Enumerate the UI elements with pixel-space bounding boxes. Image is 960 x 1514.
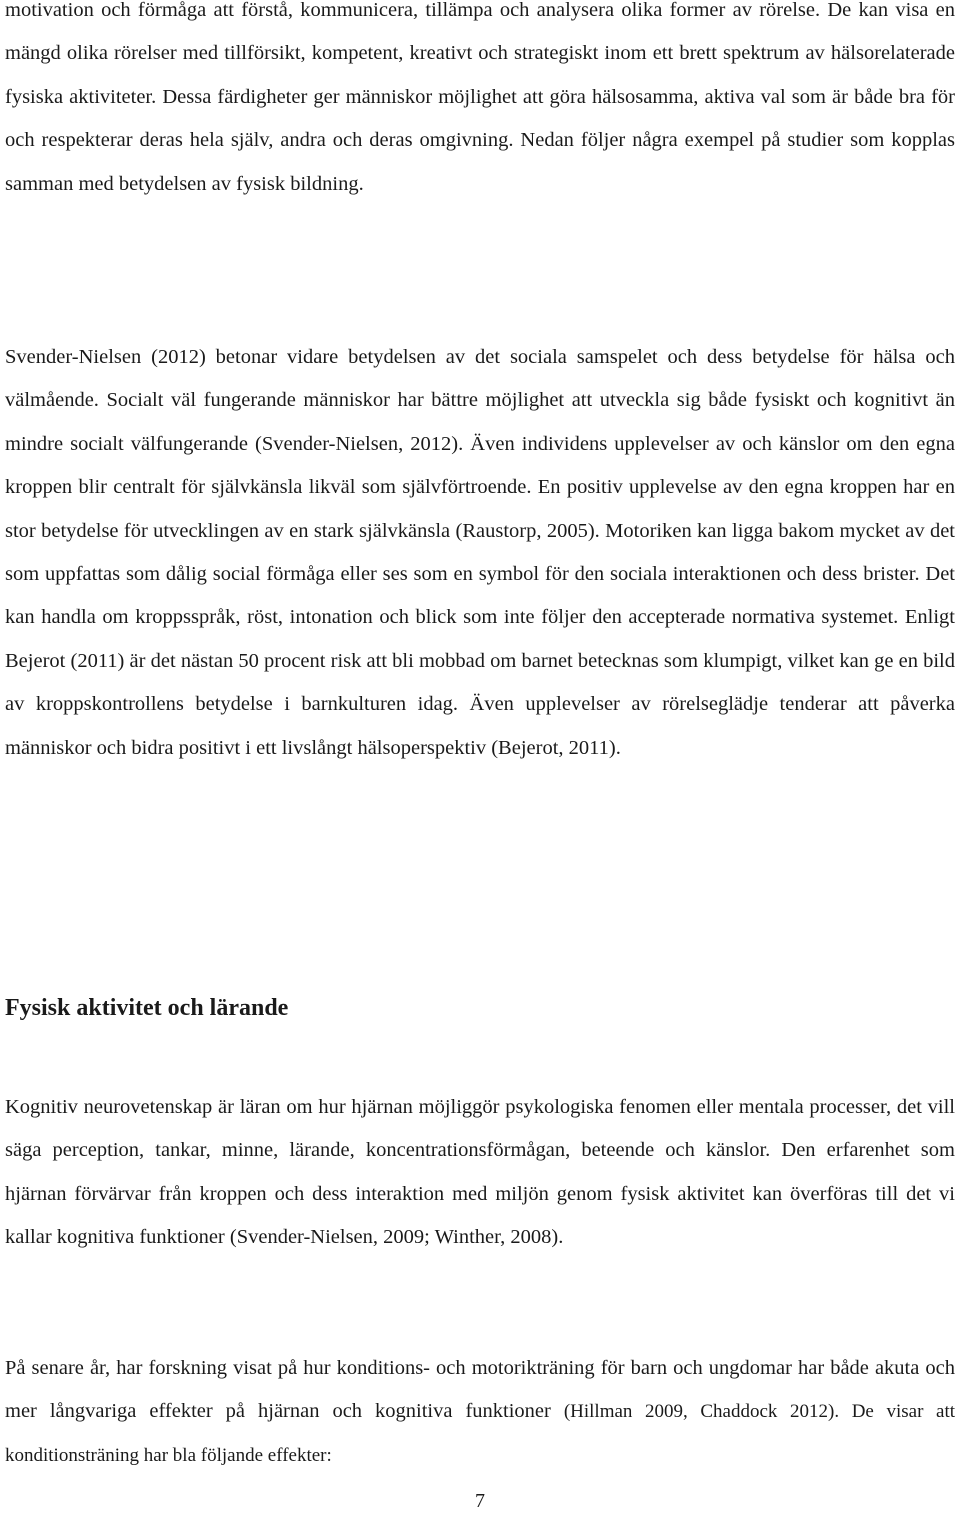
- paragraph-social-interaction: Svender-Nielsen (2012) betonar vidare betydelsen av det sociala samspelet och dess betydelse för hälsa och välmående. Socialt väl fungerande människor har bättre möjlighet att utveckla sig både fysiskt och kognitivt än mindre socialt välfungerande (Svender-Nielsen, 2012). Även individens upplevelser av och känslor om den egna kroppen blir centralt för självkänsla likväl som självförtroende. En positiv upplevelse av den egna kroppen har en stor betydelse för utvecklingen av en stark självkänsla (Raustorp, 2005). Motoriken kan ligga bakom mycket av det som uppfattas som dålig social förmåga eller ses som en symbol för den sociala interaktionen och dess brister. Det kan handla om kroppsspråk, röst, intonation och blick som inte följer den accepterade normativa systemet. Enligt Bejerot (2011) är det nästan 50 procent risk att bli mobbad om barnet betecknas som klumpigt, vilket kan ge en bild av kroppskontrollens betydelse i barnkulturen idag. Även upplevelser av rörelseglädje tenderar att påverka människor och bidra positivt i ett livslångt hälsoperspektiv (Bejerot, 2011).: [5, 346, 955, 759]
- paragraph-cognitive-neuroscience: Kognitiv neurovetenskap är läran om hur hjärnan möjliggör psykologiska fenomen eller mentala processer, det vill säga perception, tankar, minne, lärande, koncentrationsförmågan, beteende och känslor. Den erfarenhet som hjärnan förvärvar från kroppen och dess interaktion med miljön genom fysisk aktivitet kan överföras till det vi kallar kognitiva funktioner (Svender-Nielsen, 2009; Winther, 2008).: [5, 1096, 955, 1249]
- paragraph-physical-literacy: motivation och förmåga att förstå, kommunicera, tillämpa och analysera olika former av rörelse. De kan visa en mängd olika rörelser med tillförsikt, kompetent, kreativt och strategiskt inom ett brett spektrum av hälsorelaterade fysiska aktiviteter. Dessa färdigheter ger människor möjlighet att göra hälsosamma, aktiva val som är både bra för och respekterar deras hela själv, andra och deras omgivning. Nedan följer några exempel på studier som kopplas samman med betydelsen av fysisk bildning.: [5, 0, 955, 195]
- paragraph-research-citation-text: (Hillman 2009, Chaddock 2012). De visar att konditionsträning har bla följande effekter:: [5, 1401, 955, 1466]
- section-heading: Fysisk aktivitet och lärande: [5, 995, 289, 1021]
- paragraph-research-effects: [5, 1347, 955, 1477]
- paragraph-research-main-text: På senare år, har forskning visat på hur konditions- och motorikträning för barn och ungdomar har både akuta och mer långvariga effekter på hjärnan och kognitiva funktioner: [5, 1357, 955, 1423]
- page-number: 7: [475, 1490, 485, 1512]
